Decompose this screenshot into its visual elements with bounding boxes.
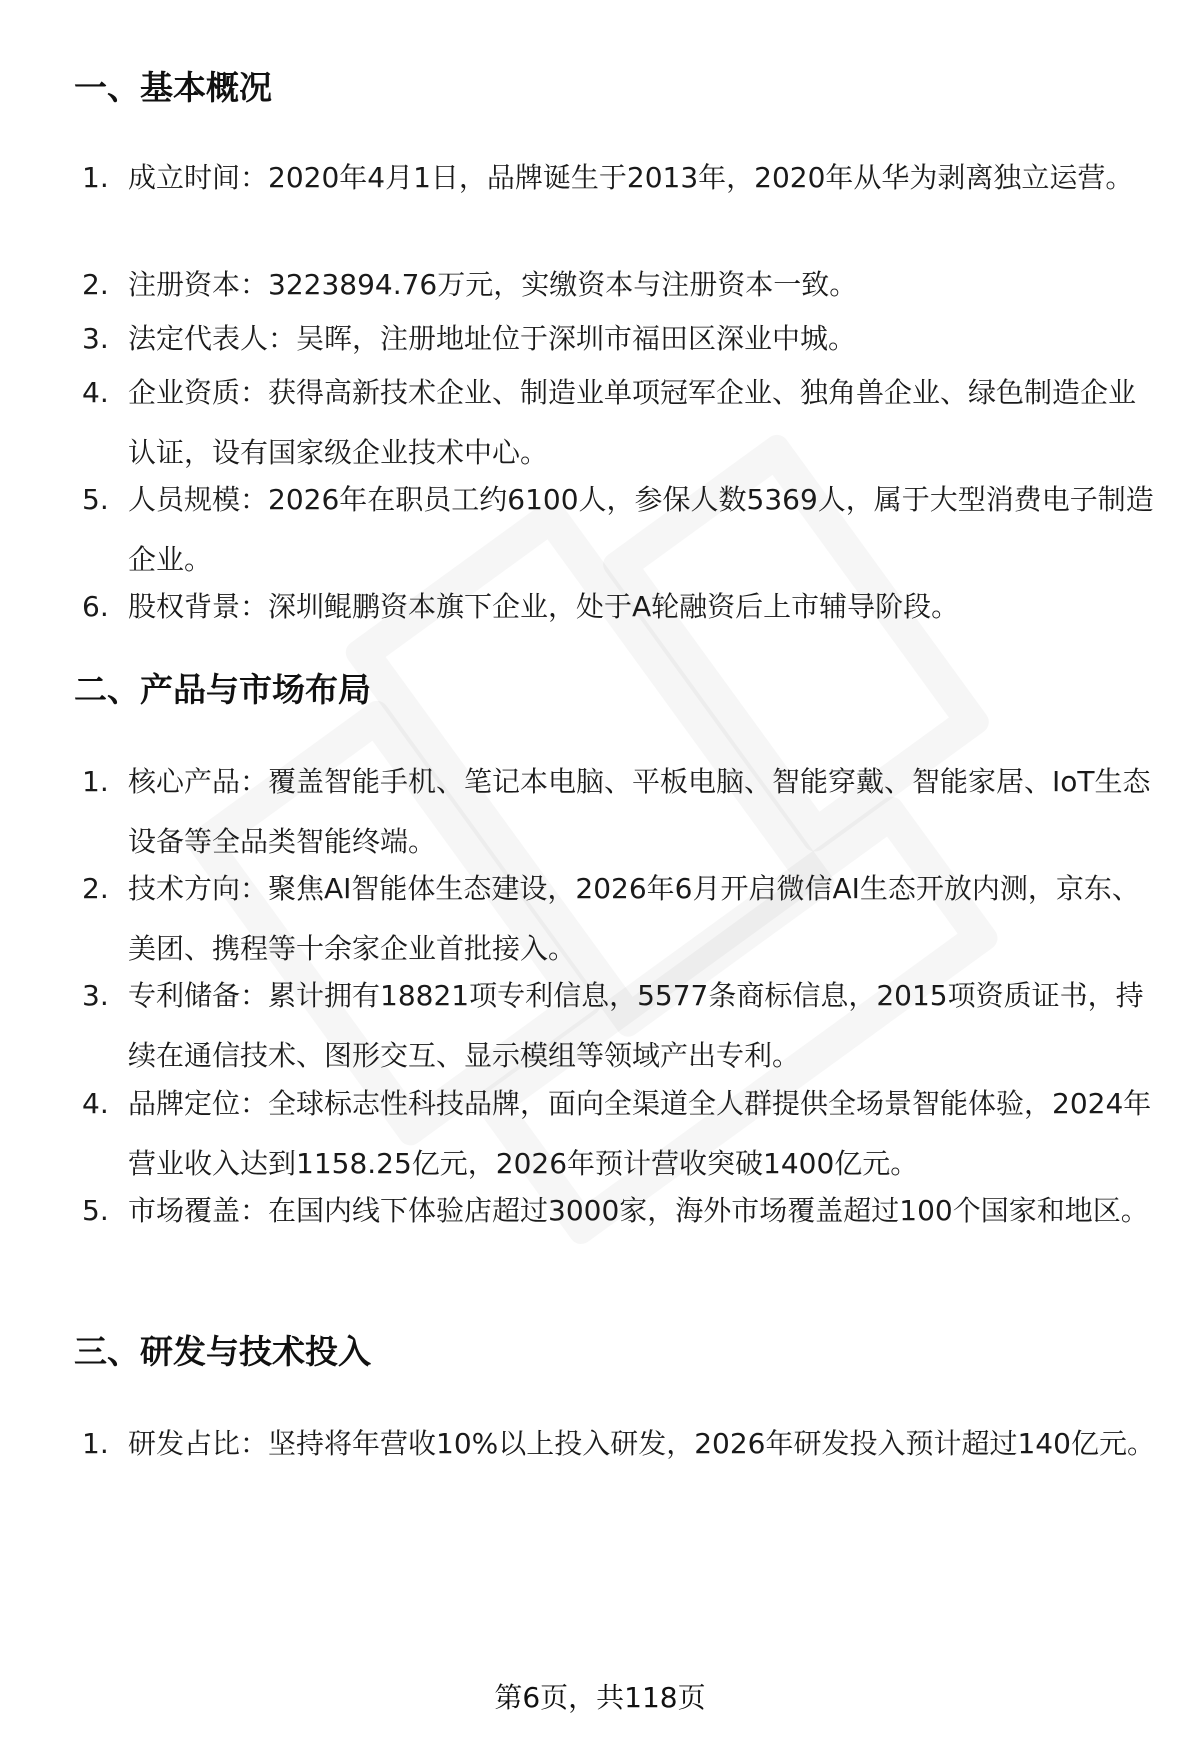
list-item [82,752,1162,872]
list-item-number: 1. [82,765,109,798]
list-item-text: 企业资质：获得高新技术企业、制造业单项冠军企业、独角兽企业、绿色制造企业认证，设有国家级企业技术中心。 [128,376,1137,469]
list-item-text: 研发占比：坚持将年营收10%以上投入研发，2026年研发投入预计超过140亿元。 [128,1427,1155,1460]
list-item-number: 5. [82,1194,109,1227]
list-item-number: 4. [82,376,109,409]
list-item-text: 注册资本：3223894.76万元，实缴资本与注册资本一致。 [128,268,858,301]
list-item-number: 4. [82,1087,109,1120]
list-item [82,1414,1162,1474]
list-item-text: 品牌定位：全球标志性科技品牌，面向全渠道全人群提供全场景智能体验，2024年营业收入达到1158.25亿元，2026年预计营收突破1400亿元。 [128,1087,1152,1180]
list-item-text: 市场覆盖：在国内线下体验店超过3000家，海外市场覆盖超过100个国家和地区。 [128,1194,1149,1227]
list-item [82,309,1162,369]
list-item-text: 法定代表人：吴晖，注册地址位于深圳市福田区深业中城。 [128,322,857,355]
list-item-number: 5. [82,483,109,516]
list-item [82,148,1162,208]
list-item-number: 2. [82,872,109,905]
page-number-footer: 第6页，共118页 [494,1681,706,1714]
list-item-number: 6. [82,590,109,623]
list-item [82,1181,1162,1241]
list-item [82,255,1162,315]
list-item-number: 3. [82,322,109,355]
list-item-text: 股权背景：深圳鲲鹏资本旗下企业，处于A轮融资后上市辅导阶段。 [128,590,960,623]
list-item-number: 3. [82,979,109,1012]
list-item-number: 1. [82,161,109,194]
list-item [82,1074,1162,1194]
list-item [82,577,1162,637]
list-item-text: 技术方向：聚焦AI智能体生态建设，2026年6月开启微信AI生态开放内测，京东、美团、携程等十余家企业首批接入。 [128,872,1140,965]
list-item-text: 专利储备：累计拥有18821项专利信息，5577条商标信息，2015项资质证书，持续在通信技术、图形交互、显示模组等领域产出专利。 [128,979,1144,1072]
list-item-number: 2. [82,268,109,301]
list-item [82,966,1162,1086]
list-item-number: 1. [82,1427,109,1460]
section-heading-rnd: 三、研发与技术投入 [74,1332,371,1371]
list-item-text: 核心产品：覆盖智能手机、笔记本电脑、平板电脑、智能穿戴、智能家居、IoT生态设备等全品类智能终端。 [128,765,1151,858]
section-heading-products-market: 二、产品与市场布局 [74,670,371,709]
list-item [82,363,1162,483]
list-item-text: 成立时间：2020年4月1日，品牌诞生于2013年，2020年从华为剥离独立运营。 [128,161,1134,194]
list-item [82,470,1162,590]
list-item-text: 人员规模：2026年在职员工约6100人，参保人数5369人，属于大型消费电子制造企业。 [128,483,1154,576]
section-heading-basic-overview: 一、基本概况 [74,68,272,107]
list-item [82,859,1162,979]
